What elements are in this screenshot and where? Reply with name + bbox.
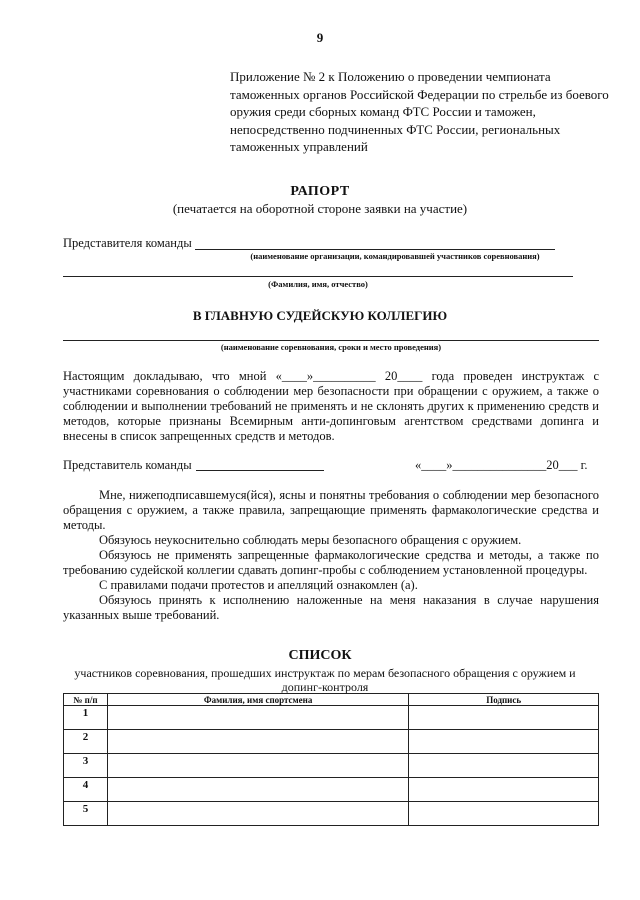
report-subtitle: (печатается на оборотной стороне заявки на участие) xyxy=(172,201,468,216)
team-rep-label: Представителя команды xyxy=(63,236,192,250)
column-header-name: Фамилия, имя спортсмена xyxy=(107,694,408,706)
pledge-1: Мне, нижеподписавшемуся(йся), ясны и понятны требования о соблюдении мер безопасного обращения с оружием, а также правила, запрещающие применять фармакологические средства и методы. xyxy=(63,488,599,532)
page-number: 9 xyxy=(316,30,324,45)
pledge-4: С правилами подачи протестов и апелляций ознакомлен (а). xyxy=(99,578,418,592)
signature-cell[interactable] xyxy=(409,706,599,730)
competition-caption: (наименование соревнования, сроки и место проведения) xyxy=(220,342,442,352)
participants-table xyxy=(63,693,599,826)
table-row xyxy=(64,754,599,778)
table-row xyxy=(64,778,599,802)
signature-cell[interactable] xyxy=(409,802,599,826)
athlete-name-cell[interactable] xyxy=(107,778,408,802)
report-paragraph: Настоящим докладываю, что мной «____»__________ 20____ года проведен инструктаж с участниками соревнования о соблюдении мер безопасности при обращении с оружием, а также о соблюдении и выполнении требований не применять и не склонять других к применению средств и методов, которые признаны Всемирным анти-допинговым агентством средствами допинга и внесены в список запрещенных средств и методов. xyxy=(63,369,599,443)
list-subtitle: участников соревнования, прошедших инструктаж по мерам безопасного обращения с оружием и допинг-контроля xyxy=(74,666,576,694)
signature-label: Представитель команды xyxy=(63,458,192,472)
pledges-block xyxy=(63,488,599,623)
pledge-3: Обязуюсь не применять запрещенные фармакологические средства и методы, а также по требованию судейской коллегии сдавать допинг-пробы с соблюдением установленной процедуры. xyxy=(63,548,599,577)
competition-line[interactable] xyxy=(63,340,599,341)
report-title: РАПОРТ xyxy=(290,184,350,199)
pledge-5: Обязуюсь принять к исполнению наложенные на меня наказания в случае нарушения указанных выше требований. xyxy=(63,593,599,622)
table-row xyxy=(64,730,599,754)
signature-date: «____»_______________20___ г. xyxy=(415,458,588,472)
column-header-signature: Подпись xyxy=(409,694,599,706)
list-title: СПИСОК xyxy=(288,648,352,663)
pledge-2: Обязуюсь неукоснительно соблюдать меры безопасного обращения с оружием. xyxy=(99,533,522,547)
signature-cell[interactable] xyxy=(409,754,599,778)
row-number: 2 xyxy=(64,730,108,754)
row-number: 3 xyxy=(64,754,108,778)
signature-cell[interactable] xyxy=(409,778,599,802)
signature-cell[interactable] xyxy=(409,730,599,754)
table-row xyxy=(64,802,599,826)
team-rep-org-line[interactable] xyxy=(195,249,555,250)
signature-line[interactable] xyxy=(196,470,324,471)
team-rep-name-line[interactable] xyxy=(63,276,573,277)
name-caption: (Фамилия, имя, отчество) xyxy=(268,279,368,289)
org-caption: (наименование организации, командировавшей участников соревнования) xyxy=(250,251,540,261)
appendix-text: Приложение № 2 к Положению о проведении чемпионата таможенных органов Российской Федерации по стрельбе из боевого оружия среди сборных команд ФТС России и таможен, непосредственно подчиненных ФТС России, региональных таможенных управлений xyxy=(230,69,609,154)
table-header-row xyxy=(64,694,599,706)
collegium-heading: В ГЛАВНУЮ СУДЕЙСКУЮ КОЛЛЕГИЮ xyxy=(192,308,448,323)
athlete-name-cell[interactable] xyxy=(107,802,408,826)
athlete-name-cell[interactable] xyxy=(107,730,408,754)
table-row xyxy=(64,706,599,730)
athlete-name-cell[interactable] xyxy=(107,706,408,730)
row-number: 5 xyxy=(64,802,108,826)
row-number: 4 xyxy=(64,778,108,802)
athlete-name-cell[interactable] xyxy=(107,754,408,778)
column-header-number: № п/п xyxy=(64,694,108,706)
row-number: 1 xyxy=(64,706,108,730)
